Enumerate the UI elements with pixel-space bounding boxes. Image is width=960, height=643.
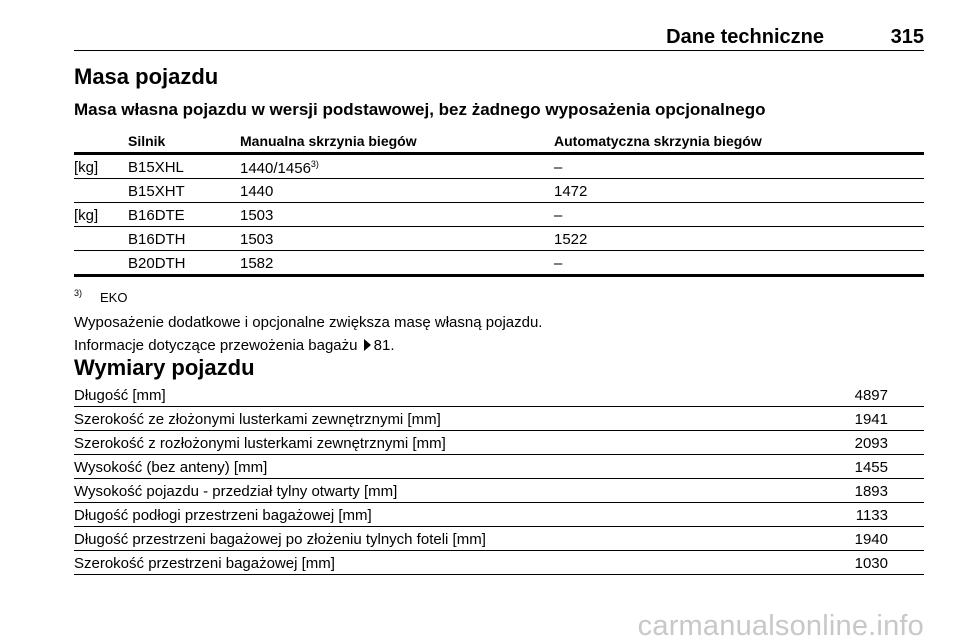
mass-table-row bbox=[74, 179, 924, 203]
dimension-value: 1893 bbox=[854, 483, 888, 500]
page-reference-arrow-icon bbox=[364, 339, 371, 351]
dimension-label: Szerokość ze złożonymi lusterkami zewnętrznymi [mm] bbox=[74, 411, 441, 428]
manual-cell: 1582 bbox=[240, 255, 274, 272]
engine-cell: B15XHT bbox=[128, 183, 185, 200]
mass-table-row bbox=[74, 155, 924, 179]
manual-cell: 1503 bbox=[240, 231, 274, 248]
dimension-row bbox=[74, 407, 924, 431]
dimension-row bbox=[74, 503, 924, 527]
engine-cell: B15XHL bbox=[128, 159, 184, 176]
footnote-mark: 3) bbox=[74, 288, 83, 298]
manual-value: 1440/1456 bbox=[240, 160, 311, 177]
header-rule bbox=[74, 50, 924, 51]
unit-cell: [kg] bbox=[74, 159, 99, 176]
unit-cell: [kg] bbox=[74, 207, 99, 224]
mass-table-row bbox=[74, 227, 924, 251]
dimension-label: Szerokość z rozłożonymi lusterkami zewnętrznymi [mm] bbox=[74, 435, 446, 452]
dimension-row bbox=[74, 551, 924, 575]
dimension-label: Wysokość (bez anteny) [mm] bbox=[74, 459, 268, 476]
footnote-reference: 3) bbox=[310, 159, 319, 169]
engine-cell: B16DTH bbox=[128, 231, 186, 248]
header-title: Dane techniczne bbox=[666, 26, 824, 48]
automatic-cell: 1522 bbox=[554, 231, 588, 248]
column-header-engine: Silnik bbox=[128, 133, 166, 149]
dimension-row bbox=[74, 527, 924, 551]
dimension-label: Długość [mm] bbox=[74, 387, 166, 404]
column-header-manual: Manualna skrzynia biegów bbox=[240, 133, 417, 149]
engine-cell: B20DTH bbox=[128, 255, 186, 272]
dimension-value: 2093 bbox=[854, 435, 888, 452]
page-reference-link[interactable]: 81. bbox=[373, 337, 395, 354]
dimension-value: 1030 bbox=[854, 555, 888, 572]
dimension-label: Szerokość przestrzeni bagażowej [mm] bbox=[74, 555, 335, 572]
dimension-value: 1133 bbox=[855, 507, 888, 524]
mass-section-subtitle: Masa własna pojazdu w wersji podstawowej, bez żadnego wyposażenia opcjonalnego bbox=[74, 100, 766, 119]
footnote-text: EKO bbox=[100, 290, 128, 305]
manual-cell: 1503 bbox=[240, 207, 274, 224]
dimension-label: Długość przestrzeni bagażowej po złożeniu tylnych foteli [mm] bbox=[74, 531, 486, 548]
page-number: 315 bbox=[890, 26, 924, 48]
mass-section-title: Masa pojazdu bbox=[74, 64, 219, 89]
engine-cell: B16DTE bbox=[128, 207, 185, 224]
automatic-cell: – bbox=[554, 159, 563, 176]
luggage-note bbox=[74, 337, 395, 354]
dimension-value: 4897 bbox=[854, 387, 888, 404]
dimension-row bbox=[74, 383, 924, 407]
equipment-note: Wyposażenie dodatkowe i opcjonalne zwiększa masę własną pojazdu. bbox=[74, 314, 543, 331]
automatic-cell: – bbox=[554, 207, 563, 224]
mass-table-row bbox=[74, 251, 924, 277]
dimension-row bbox=[74, 431, 924, 455]
dimension-row bbox=[74, 455, 924, 479]
dimension-label: Długość podłogi przestrzeni bagażowej [mm] bbox=[74, 507, 372, 524]
dimension-value: 1455 bbox=[854, 459, 888, 476]
dimension-label: Wysokość pojazdu - przedział tylny otwarty [mm] bbox=[74, 483, 398, 500]
automatic-cell: 1472 bbox=[554, 183, 588, 200]
column-header-automatic: Automatyczna skrzynia biegów bbox=[554, 133, 762, 149]
mass-table-row bbox=[74, 203, 924, 227]
luggage-note-text: Informacje dotyczące przewożenia bagażu bbox=[74, 337, 358, 354]
dimension-row bbox=[74, 479, 924, 503]
dimension-value: 1940 bbox=[854, 531, 888, 548]
manual-cell bbox=[240, 159, 319, 177]
dimensions-section-title: Wymiary pojazdu bbox=[74, 355, 255, 380]
automatic-cell: – bbox=[554, 255, 563, 272]
watermark: carmanualsonline.info bbox=[637, 610, 924, 642]
dimension-value: 1941 bbox=[854, 411, 888, 428]
manual-cell: 1440 bbox=[240, 183, 274, 200]
